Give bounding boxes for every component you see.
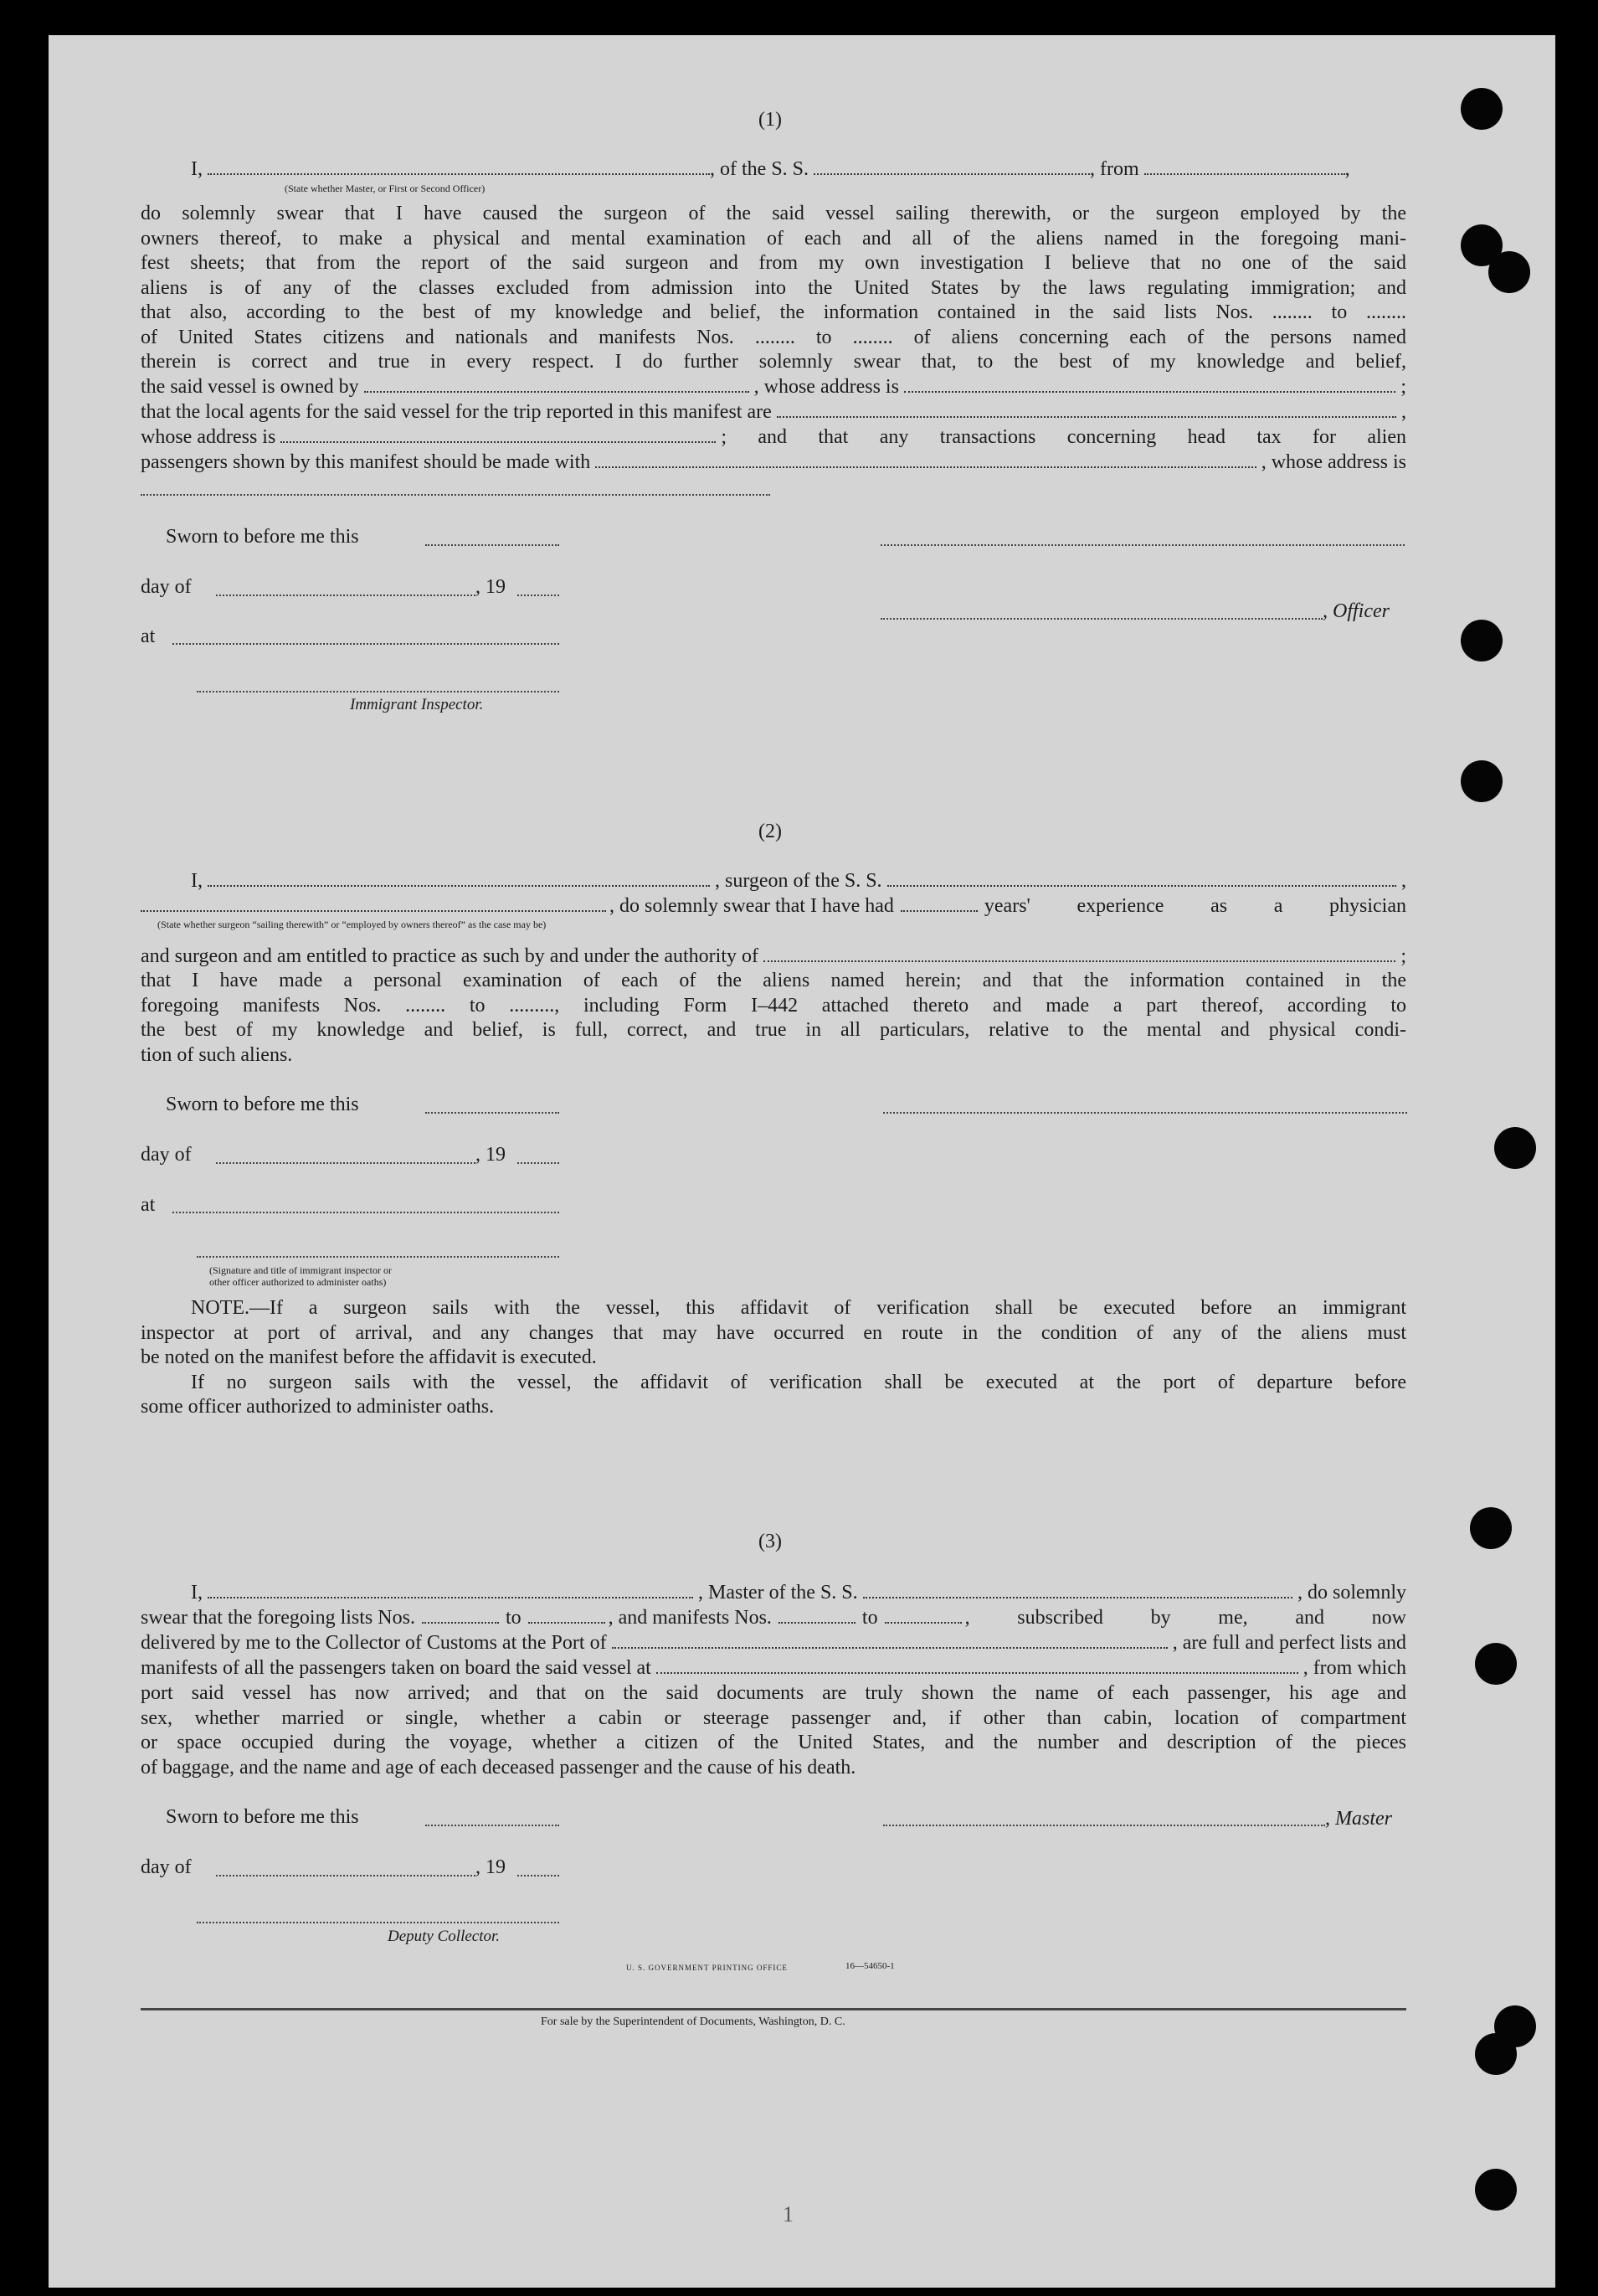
vessel-name-blank[interactable] (814, 160, 1090, 175)
section-1-heading: (1) (758, 109, 782, 131)
officer-caption: (State whether Master, or First or Second Officer) (285, 183, 486, 194)
authority-blank[interactable] (763, 947, 1395, 962)
year-label-2: , 19 (475, 1144, 506, 1166)
owner-blank[interactable] (364, 378, 749, 393)
punch-hole (1475, 2033, 1517, 2075)
printing-office-imprint: U. S. GOVERNMENT PRINTING OFFICE (626, 1964, 788, 1972)
master-label: , Master (1325, 1808, 1392, 1830)
agents-address-blank[interactable] (280, 428, 716, 443)
sworn-date-blank-3[interactable] (425, 1825, 559, 1826)
year-blank-2[interactable] (517, 1162, 559, 1164)
section-2-line-1: I, , surgeon of the S. S. , (191, 870, 1406, 892)
sworn-label: Sworn to before me this (166, 526, 359, 548)
from-port-blank[interactable] (1144, 160, 1345, 175)
lists-from-blank[interactable] (422, 1609, 499, 1624)
form-number: 16—54650-1 (845, 1961, 895, 1971)
year-label: , 19 (475, 576, 506, 598)
owned-by-line: the said vessel is owned by , whose address is ; (141, 376, 1406, 398)
footer-rule (141, 2008, 1406, 2010)
punch-hole (1470, 1507, 1512, 1549)
head-tax-line: passengers shown by this manifest should be made with , whose address is (141, 451, 1406, 473)
section-3-heading: (3) (758, 1531, 782, 1552)
year-blank-3[interactable] (517, 1875, 559, 1876)
agents-blank[interactable] (777, 403, 1396, 418)
agents-address-line: whose address is ; and that any transactions concerning head tax for alien (141, 426, 1406, 448)
at-place-blank[interactable] (172, 643, 559, 645)
section-3-line-2: swear that the foregoing lists Nos. to , and manifests Nos. to , subscribed by me, and now (141, 1607, 1406, 1629)
sworn-label-2: Sworn to before me this (166, 1094, 359, 1115)
section-3-paragraph: port said vessel has now arrived; and that on the said documents are truly shown the name of each passenger, his age and sex, whether married or single, whether a cabin or steerage passenger and, if other than cabin, location of compartment or space occupied during the voyage, whether a citizen of the United States, and the number and description of the pieces of baggage, and the name and age of each deceased passenger and the cause of his death. (141, 1682, 1406, 1779)
master-signature-blank[interactable] (883, 1825, 1325, 1826)
lists-to-blank[interactable] (528, 1609, 605, 1624)
manifests-from-blank[interactable] (778, 1609, 856, 1624)
inspector-label: Immigrant Inspector. (350, 696, 484, 713)
head-tax-agent-blank[interactable] (595, 453, 1256, 468)
surgeon-signature-blank[interactable] (883, 1112, 1407, 1114)
punch-hole (1461, 88, 1503, 130)
section-2-paragraph: that I have made a personal examination of each of the aliens named herein; and that the information contained in the foregoing manifests Nos. ........ to ........., including Form I–442 attached thereto and made a part thereof, according to the best of my knowledge and belief, is full, correct, and true in all particulars, relative to the mental and physical condi- tion of such aliens. (141, 970, 1406, 1066)
section-3-line-1: I, , Master of the S. S. , do solemnly (191, 1582, 1406, 1604)
deputy-collector-label: Deputy Collector. (388, 1928, 501, 1945)
sworn-date-blank[interactable] (425, 544, 559, 546)
sale-notice: For sale by the Superintendent of Documents, Washington, D. C. (541, 2015, 845, 2028)
manifests-to-blank[interactable] (885, 1609, 962, 1624)
boarding-port-blank[interactable] (656, 1659, 1298, 1674)
officer-title-blank[interactable] (881, 618, 1323, 620)
authorized-signature-blank[interactable] (197, 1256, 559, 1258)
page-mark: 1 (783, 2202, 794, 2227)
officer-label: , Officer (1323, 600, 1390, 622)
sworn-label-3: Sworn to before me this (166, 1806, 359, 1828)
day-of-blank-3[interactable] (216, 1875, 475, 1876)
punch-hole (1488, 251, 1530, 293)
signature-caption-2: other officer authorized to administer oaths) (209, 1276, 387, 1288)
year-blank[interactable] (517, 595, 559, 596)
section-3-line-4: manifests of all the passengers taken on board the said vessel at , from which (141, 1657, 1406, 1679)
head-tax-address-blank[interactable] (141, 494, 770, 496)
officer-signature-blank[interactable] (881, 544, 1405, 546)
day-of-blank[interactable] (216, 595, 475, 596)
punch-hole (1461, 620, 1503, 662)
section-3-line-3: delivered by me to the Collector of Customs at the Port of , are full and perfect lists and (141, 1632, 1406, 1654)
master-name-blank[interactable] (208, 1583, 693, 1598)
surgeon-vessel-blank[interactable] (887, 872, 1396, 887)
day-of-label-3: day of (141, 1856, 192, 1878)
section-1-paragraph: do solemnly swear that I have caused the surgeon of the said vessel sailing therewith, or the surgeon employed by the owners thereof, to make a physical and mental examination of each and all of the aliens named in the foregoing mani- fest sheets; that from the report of the said surgeon and from my own investigation I believe that no one of the said aliens is of any of the classes excluded from admission into the United States by the laws regulating immigration; and that also, according to the best of my knowledge and belief, the information contained in the said lists Nos. ........ to ........ of United States citizens and nationals and manifests Nos. ........ to ........ of aliens concerning each of the persons named therein is correct and true in every respect. I do further solemnly swear that, to the best of my knowledge and belief, (141, 203, 1406, 373)
section-2-heading: (2) (758, 821, 782, 842)
officer-name-blank[interactable] (208, 160, 710, 175)
section-1-line-1: I, , of the S. S. , from , (191, 158, 1350, 180)
surgeon-status-blank[interactable] (141, 897, 606, 912)
section-2-line-2: , do solemnly swear that I have had years' experience as a physician (141, 894, 1406, 919)
surgeon-caption: (State whether surgeon “sailing therewith” or “employed by owners thereof” as the case may be) (157, 919, 547, 930)
owner-address-blank[interactable] (904, 378, 1395, 393)
agents-line: that the local agents for the said vessel for the trip reported in this manifest are , (141, 401, 1406, 423)
day-of-blank-2[interactable] (216, 1162, 475, 1164)
signature-caption-1: (Signature and title of immigrant inspector or (209, 1264, 392, 1276)
surgeon-name-blank[interactable] (208, 872, 710, 887)
day-of-label-2: day of (141, 1144, 192, 1166)
deputy-signature-blank[interactable] (197, 1922, 559, 1923)
punch-hole (1461, 760, 1503, 802)
note-paragraph: NOTE.—If a surgeon sails with the vessel, this affidavit of verification shall be executed before an immigrant inspector at port of arrival, and any changes that may have occurred en route in the condition of any of the aliens must be noted on the manifest before the affidavit is executed. If no surgeon sails with the vessel, the affidavit of verification shall be executed at the port of departure before some officer authorized to administer oaths. (141, 1297, 1406, 1418)
years-experience-blank[interactable] (901, 897, 978, 912)
sworn-date-blank-2[interactable] (425, 1112, 559, 1114)
punch-hole (1475, 2169, 1517, 2211)
at-label: at (141, 625, 156, 647)
punch-hole (1494, 1127, 1536, 1169)
master-vessel-blank[interactable] (863, 1583, 1292, 1598)
section-2-line-3: and surgeon and am entitled to practice as such by and under the authority of ; (141, 945, 1406, 967)
year-label-3: , 19 (475, 1856, 506, 1878)
at-label-2: at (141, 1194, 156, 1216)
at-place-blank-2[interactable] (172, 1212, 559, 1213)
punch-hole (1475, 1643, 1517, 1685)
port-blank[interactable] (612, 1634, 1168, 1649)
day-of-label: day of (141, 576, 192, 598)
